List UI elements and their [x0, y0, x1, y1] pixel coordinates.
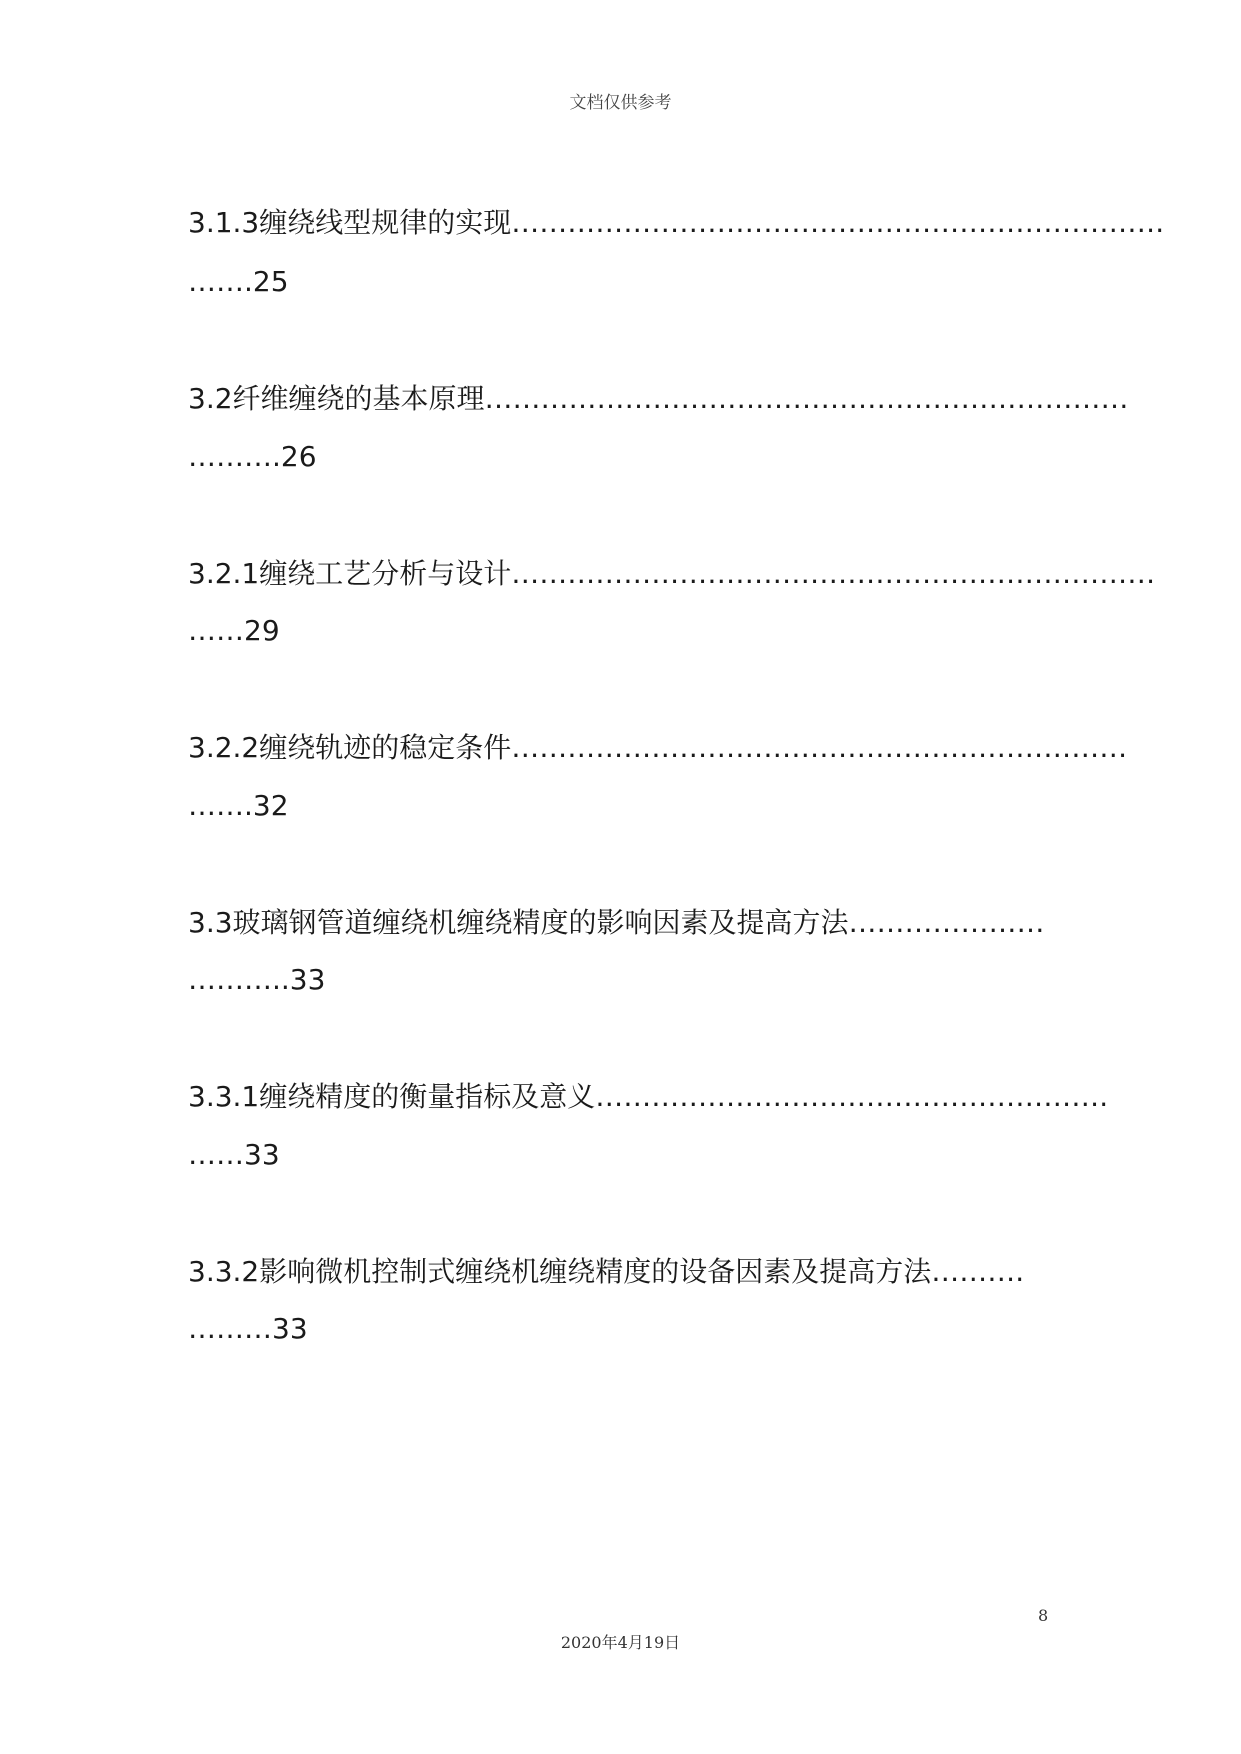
toc-entry-3-2-page: ……….26: [188, 440, 317, 473]
toc-entry-3-3-2-title: 3.3.2影响微机控制式缠绕机缠绕精度的设备因素及提高方法……….: [188, 1255, 1025, 1288]
footer-date: 2020年4月19日: [560, 1633, 681, 1652]
toc-entry-3-3-1-title: 3.3.1缠绕精度的衡量指标及意义……………………………………………….: [188, 1080, 1109, 1113]
toc-entry-3-3-title: 3.3玻璃钢管道缠绕机缠绕精度的影响因素及提高方法…………………: [188, 906, 1045, 939]
toc-entry-3-2-2-title: 3.2.2缠绕轨迹的稳定条件…………………………………………………………: [188, 731, 1128, 764]
toc-entry-3-2-title: 3.2纤维缠绕的基本原理……………………………………………………………: [188, 382, 1129, 415]
toc-entry-3-3-page: ………..33: [188, 963, 326, 996]
toc-entry-3-2-1-title: 3.2.1缠绕工艺分析与设计……………………………………………………………: [188, 557, 1156, 590]
toc-entry-3-1-3-page: …….25: [188, 265, 289, 298]
toc-entry-3-1-3-title: 3.1.3缠绕线型规律的实现…………………………………………………………….: [188, 206, 1165, 239]
toc-entry-3-3-1-page: ……33: [188, 1138, 280, 1171]
toc-entry-3-2-2-page: …….32: [188, 789, 289, 822]
toc-entry-3-2-1-page: ……29: [188, 614, 280, 647]
page-header: 文档仅供参考: [569, 93, 672, 113]
toc-entry-3-3-2-page: ………33: [188, 1312, 308, 1345]
page-number: 8: [1038, 1606, 1049, 1625]
